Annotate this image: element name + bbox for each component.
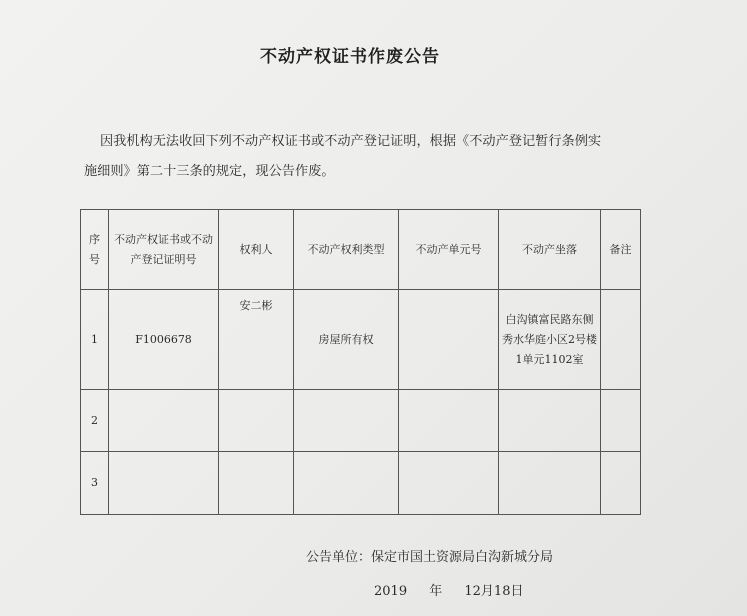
cell-holder	[219, 390, 294, 452]
cell-note	[601, 290, 641, 390]
cell-location	[499, 452, 601, 515]
cell-location: 白沟镇富民路东侧秀水华庭小区2号楼1单元1102室	[499, 290, 601, 390]
cell-location	[499, 390, 601, 452]
cell-holder	[219, 452, 294, 515]
cell-note	[601, 452, 641, 515]
table-header-row	[81, 210, 641, 290]
table-row	[81, 452, 641, 515]
notice-paragraph	[84, 127, 660, 187]
date-month-day: 12月18日	[464, 584, 524, 599]
header-cell-type: 不动产权利类型	[294, 210, 399, 290]
header-cell-cert: 不动产权证书或不动产登记证明号	[109, 210, 219, 290]
cell-holder: 安二彬	[219, 290, 294, 390]
date-year-unit: 年	[429, 584, 443, 599]
cell-type: 房屋所有权	[294, 290, 399, 390]
cell-note	[601, 390, 641, 452]
header-cell-location: 不动产坐落	[499, 210, 601, 290]
cell-cert: F1006678	[109, 290, 219, 390]
notice-line-2: 施细则》第二十三条的规定，现公告作废。	[84, 164, 335, 179]
cell-unit	[399, 290, 499, 390]
cell-unit	[399, 390, 499, 452]
date-line	[374, 580, 537, 599]
cell-cert	[109, 452, 219, 515]
header-cell-note: 备注	[601, 210, 641, 290]
cell-no: 3	[81, 452, 109, 515]
date-year: 2019	[374, 584, 408, 599]
cell-no: 2	[81, 390, 109, 452]
header-cell-unit: 不动产单元号	[399, 210, 499, 290]
cell-no: 1	[81, 290, 109, 390]
cell-cert	[109, 390, 219, 452]
header-cell-no: 序号	[81, 210, 109, 290]
notice-line-1: 因我机构无法收回下列不动产权证书或不动产登记证明，根据《不动产登记暂行条例实	[100, 134, 602, 149]
header-cell-holder: 权利人	[219, 210, 294, 290]
table-row	[81, 390, 641, 452]
table-row	[81, 290, 641, 390]
certificate-table	[80, 209, 641, 515]
cell-unit	[399, 452, 499, 515]
cell-type	[294, 452, 399, 515]
document-title: 不动产权证书作废公告	[260, 47, 440, 67]
cell-type	[294, 390, 399, 452]
issuer-line: 公告单位：保定市国土资源局白沟新城分局	[306, 550, 554, 565]
